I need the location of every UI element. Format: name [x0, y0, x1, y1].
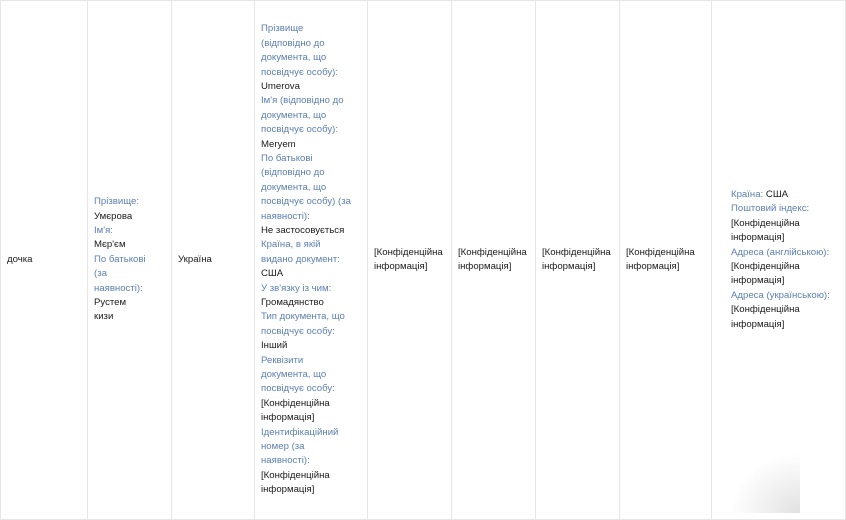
relation-cell: [1, 1, 88, 520]
surname-label: Прізвище:: [94, 196, 140, 208]
relation-value: дочка: [7, 253, 33, 265]
address-en-label: Адреса (англійською):: [731, 246, 830, 258]
confidential-value: [Конфіденційна інформація]: [626, 246, 695, 272]
doc-surname-label: Прізвище (відповідно до документа, що посвідчує особу):: [261, 23, 339, 78]
id-number-value: [Конфіденційна інформація]: [261, 469, 330, 496]
address-cell: [712, 1, 846, 520]
address-country-value: США: [765, 188, 789, 200]
doc-details-value: [Конфіденційна інформація]: [261, 397, 330, 424]
address-country-label: Країна:: [731, 188, 764, 200]
confidential-cell-2: [452, 1, 536, 520]
first-name-value: Мєр'єм: [94, 239, 126, 251]
doc-first-name-value: Meryem: [261, 138, 296, 150]
patronymic-label: По батькові (за наявності):: [94, 253, 146, 294]
issuer-country-label: Країна, в якій видано документ:: [261, 239, 340, 265]
confidential-value: [Конфіденційна інформація]: [458, 246, 527, 272]
citizenship-value: Україна: [178, 253, 212, 265]
doc-type-label: Тип документа, що посвідчує особу:: [261, 311, 345, 337]
address-ua-value: [Конфіденційна інформація]: [731, 304, 800, 330]
confidential-value: [Конфіденційна інформація]: [374, 246, 443, 272]
doc-patronymic-label: По батькові (відповідно до документа, що посвідчує особу) (за наявності):: [261, 152, 351, 222]
first-name-label: Ім'я:: [94, 224, 113, 236]
name-ua-cell: [88, 1, 172, 520]
doc-patronymic-value: Не застосовується: [261, 224, 345, 236]
id-number-label: Ідентифікаційний номер (за наявності):: [261, 426, 339, 467]
relation-reason-value: Громадянство: [261, 297, 324, 309]
surname-value: Умєрова: [94, 210, 133, 222]
postal-code-value: [Конфіденційна інформація]: [731, 217, 800, 244]
confidential-cell-3: [536, 1, 620, 520]
relation-reason-label: У зв'язку із чим:: [261, 282, 332, 294]
confidential-cell-4: [620, 1, 712, 520]
citizenship-cell: [172, 1, 255, 520]
document-name-cell: [255, 1, 368, 520]
postal-code-label: Поштовий індекс:: [731, 203, 810, 215]
address-ua-label: Адреса (українською):: [731, 289, 830, 301]
issuer-country-value: США: [261, 268, 284, 280]
confidential-value: [Конфіденційна інформація]: [542, 246, 611, 272]
doc-surname-value: Umerova: [261, 80, 300, 92]
address-en-value: [Конфіденційна інформація]: [731, 261, 800, 287]
doc-type-value: Інший: [261, 340, 288, 352]
confidential-cell-1: [368, 1, 452, 520]
doc-details-label: Реквізити документа, що посвідчує особу:: [261, 354, 335, 395]
doc-first-name-label: Ім'я (відповідно до документа, що посвідчує особу):: [261, 95, 344, 136]
patronymic-value: Рустем кизи: [94, 297, 127, 323]
table-row: [1, 1, 846, 520]
